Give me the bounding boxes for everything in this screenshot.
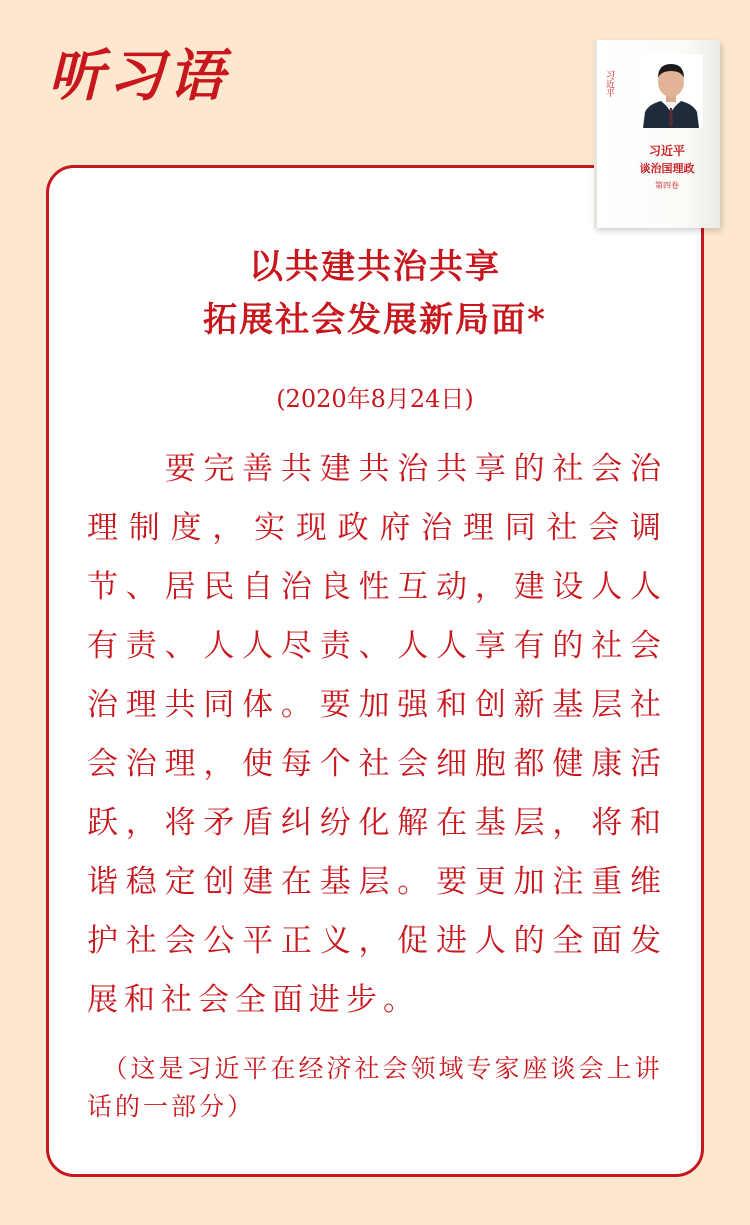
page-title: 听习语 [48, 43, 228, 109]
article-title-line-1: 以共建共治共享 [249, 247, 501, 287]
article-title-line-2: 拓展社会发展新局面* [203, 300, 547, 340]
book-author: 习近平 [648, 144, 685, 158]
article-body: 要完善共建共治共享的社会治理制度，实现政府治理同社会调节、居民自治良性互动，建设人人有责、人人尽责、人人享有的社会治理共同体。要加强和创新基层社会治理，使每个社会细胞都健康活跃，将矛盾纠纷化解在基层，将和谐稳定创建在基层。要更加注重维护社会公平正义，促进人的全面发展和社会全面进步。 [87, 451, 667, 1018]
book-cover [594, 40, 720, 228]
book-volume: 第四卷 [655, 181, 679, 190]
author-portrait-image [639, 54, 703, 128]
article-date: (2020年8月24日) [276, 385, 474, 413]
source-note: （这是习近平在经济社会领域专家座谈会上讲话的一部分） [87, 1054, 663, 1121]
book-title: 谈治国理政 [639, 162, 695, 175]
book-spine-text: 习近平 [604, 70, 614, 97]
